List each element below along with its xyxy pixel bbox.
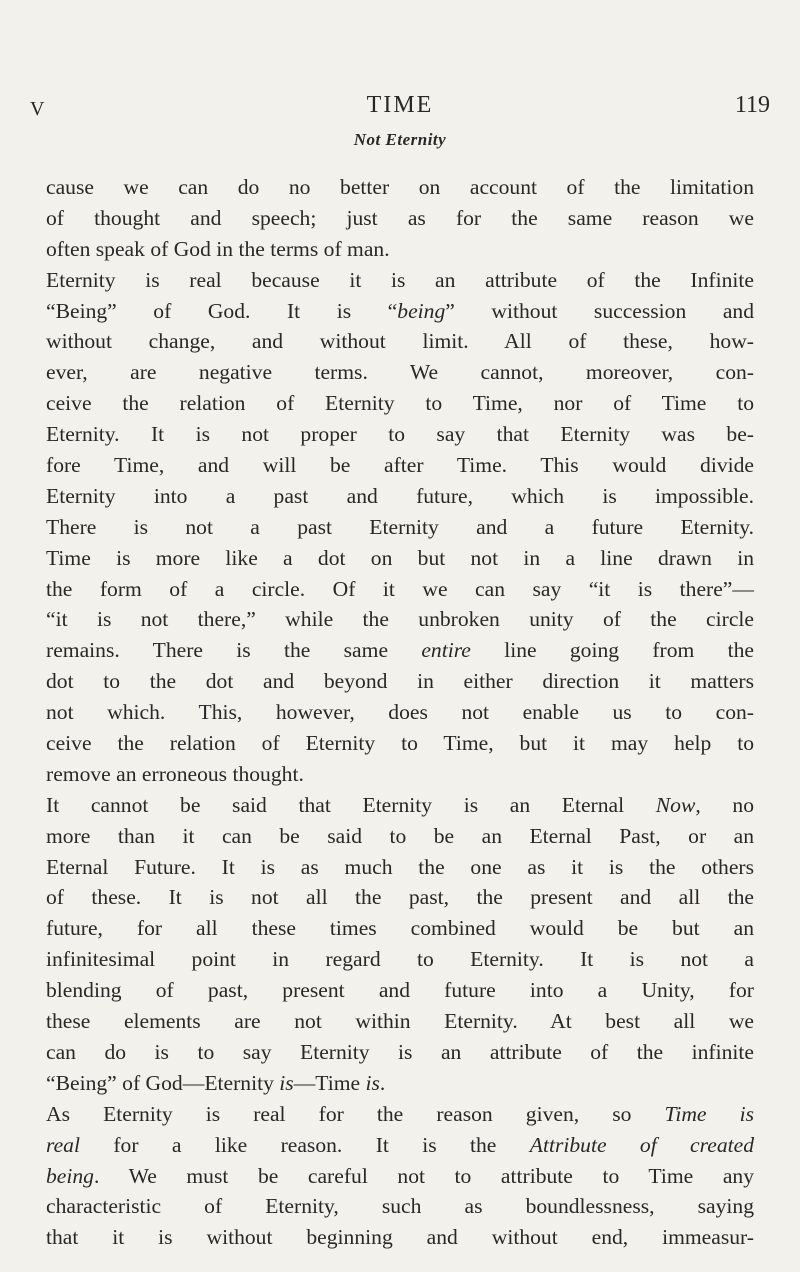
text-segment: There is not a past Eternity and a future Eternity. xyxy=(46,514,754,539)
text-segment: cause we can do no better on account of the limitation xyxy=(46,175,754,199)
text-segment: “Being” of God—Eternity xyxy=(46,1070,280,1095)
text-segment: Eternity into a past and future, which is impossible. xyxy=(46,483,754,508)
text-segment: infinitesimal point in regard to Eternity. It is not a xyxy=(46,947,754,972)
text-line xyxy=(46,203,754,234)
text-line xyxy=(46,852,754,883)
text-line xyxy=(46,296,754,327)
text-segment: remains. There is the same xyxy=(46,638,422,663)
text-segment: line going from the xyxy=(470,638,754,663)
text-line xyxy=(46,388,754,419)
text-line xyxy=(46,944,754,975)
italic-text: real xyxy=(46,1132,80,1157)
text-line xyxy=(46,1068,754,1099)
chapter-number: V xyxy=(30,98,46,120)
text-line xyxy=(46,1161,754,1192)
text-line xyxy=(46,234,754,265)
text-segment: Time is more like a dot on but not in a line drawn in xyxy=(46,545,754,570)
text-line xyxy=(46,1222,754,1253)
page-number: 119 xyxy=(734,92,770,118)
text-line xyxy=(46,481,754,512)
text-segment: ceive the relation of Eternity to Time, nor of Time to xyxy=(46,391,754,416)
text-segment: ” without succession and xyxy=(445,298,755,323)
text-line xyxy=(46,574,754,605)
text-segment: not which. This, however, does not enable us to con- xyxy=(46,700,754,725)
text-segment: ever, are negative terms. We cannot, moreover, con- xyxy=(46,360,754,385)
text-segment: future, for all these times combined would be but an xyxy=(46,916,754,941)
text-line xyxy=(46,604,754,635)
text-segment: , no xyxy=(695,792,754,817)
body-text xyxy=(46,172,754,1253)
text-segment: Eternity. It is not proper to say that Eternity was be- xyxy=(46,422,754,447)
text-line xyxy=(46,419,754,450)
text-segment: of thought and speech; just as for the same reason we xyxy=(46,205,754,230)
text-line xyxy=(46,1099,754,1130)
italic-text: being xyxy=(397,298,446,323)
text-segment: often speak of God in the terms of man. xyxy=(46,236,390,261)
text-line xyxy=(46,326,754,357)
italic-text: entire xyxy=(421,638,471,663)
text-segment: the form of a circle. Of it we can say “it is there”— xyxy=(46,576,754,601)
text-line xyxy=(46,635,754,666)
page-header xyxy=(0,92,800,132)
text-segment: dot to the dot and beyond in either direction it matters xyxy=(46,669,754,694)
text-line xyxy=(46,543,754,574)
text-segment: without change, and without limit. All of these, how- xyxy=(46,329,754,354)
text-segment: of these. It is not all the past, the present and all the xyxy=(46,885,754,910)
text-line xyxy=(46,1130,754,1161)
text-segment: these elements are not within Eternity. At best all we xyxy=(46,1009,754,1034)
text-segment: that it is without beginning and without end, immeasur- xyxy=(46,1225,754,1250)
text-line xyxy=(46,728,754,759)
running-title: TIME xyxy=(366,92,434,118)
text-segment: It cannot be said that Eternity is an Eternal xyxy=(46,792,656,817)
text-line xyxy=(46,172,754,203)
text-line xyxy=(46,357,754,388)
text-segment: Eternity is real because it is an attribute of the Infinite xyxy=(46,267,754,292)
text-line xyxy=(46,1037,754,1068)
text-line xyxy=(46,975,754,1006)
text-line xyxy=(46,882,754,913)
text-line xyxy=(46,913,754,944)
text-line xyxy=(46,512,754,543)
text-segment: As Eternity is real for the reason given, so xyxy=(46,1101,665,1126)
text-line xyxy=(46,1191,754,1222)
text-line xyxy=(46,790,754,821)
italic-text: Attribute of created xyxy=(529,1132,755,1157)
text-segment: “Being” of God. It is “ xyxy=(46,298,398,323)
text-segment: Eternal Future. It is as much the one as it is the others xyxy=(46,854,754,879)
italic-text: being xyxy=(46,1163,94,1188)
text-line xyxy=(46,821,754,852)
text-line xyxy=(46,265,754,296)
text-segment: characteristic of Eternity, such as boundlessness, saying xyxy=(46,1194,754,1219)
italic-text: Now xyxy=(655,792,696,817)
italic-text: is xyxy=(365,1070,380,1095)
text-segment: blending of past, present and future into a Unity, for xyxy=(46,978,754,1003)
text-line xyxy=(46,697,754,728)
text-segment: . xyxy=(379,1070,386,1095)
text-segment: fore Time, and will be after Time. This would divide xyxy=(46,453,754,478)
italic-text: Time is xyxy=(664,1101,754,1126)
text-segment: can do is to say Eternity is an attribute of the infinite xyxy=(46,1039,754,1064)
text-segment: remove an erroneous thought. xyxy=(46,761,304,786)
text-segment: more than it can be said to be an Eternal Past, or an xyxy=(46,823,754,848)
text-line xyxy=(46,759,754,790)
section-subheading: Not Eternity xyxy=(353,130,447,149)
text-segment: “it is not there,” while the unbroken unity of the circle xyxy=(46,607,754,632)
text-segment: ceive the relation of Eternity to Time, but it may help to xyxy=(46,731,754,756)
italic-text: is xyxy=(279,1070,294,1095)
text-segment: . We must be careful not to attribute to Time any xyxy=(93,1163,754,1188)
text-line xyxy=(46,1006,754,1037)
text-line xyxy=(46,666,754,697)
text-line xyxy=(46,450,754,481)
text-segment: for a like reason. It is the xyxy=(79,1132,530,1157)
text-segment: —Time xyxy=(293,1070,366,1095)
